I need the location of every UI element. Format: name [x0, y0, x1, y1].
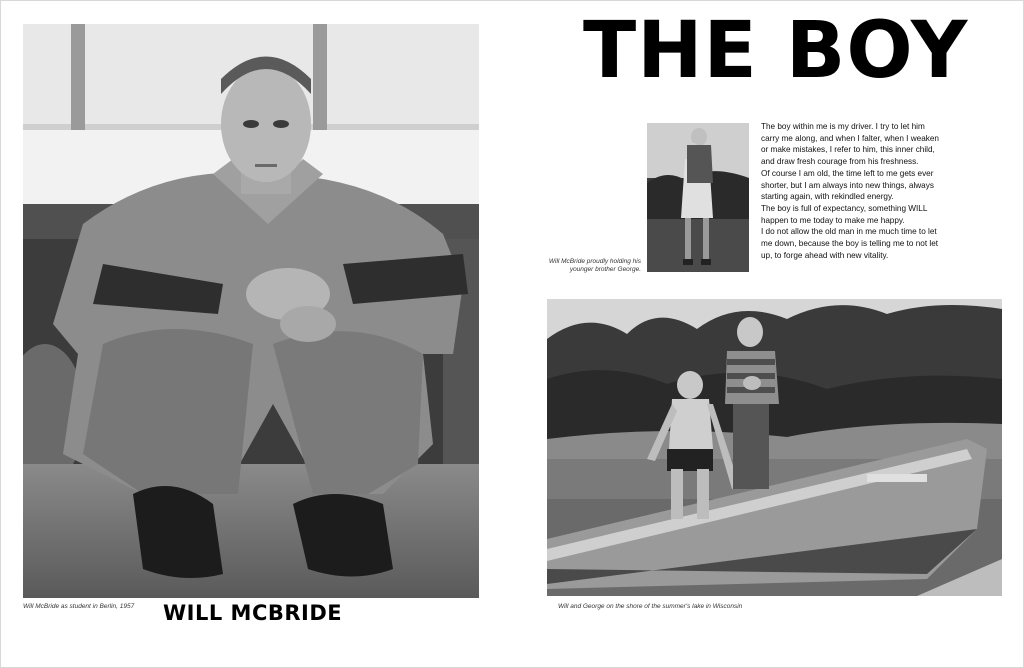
portrait-photo — [23, 24, 479, 598]
body-paragraph: I do not allow the old man in me much time to let me down, because the boy is telling me to not let up, to forge ahead with new vitality. — [761, 227, 939, 260]
brothers-small-photo-image — [647, 123, 749, 272]
lake-photo-image — [547, 299, 1002, 596]
body-paragraph: The boy within me is my driver. I try to let him carry me along, and when I falter, when I weaken or make mistakes, I refer to him, this inner child, and draw fresh courage from his freshness. — [761, 122, 939, 167]
body-paragraph: Of course I am old, the time left to me gets ever shorter, but I am always into new things, always starting again, with rekindled energy. — [761, 168, 934, 202]
body-paragraph: The boy is full of expectancy, something WILL happen to me today to make me happy. — [761, 203, 928, 225]
small-photo-caption — [547, 258, 641, 275]
author-name: WILL MCBRIDE — [163, 601, 343, 625]
small-photo-caption-line-2: younger brother George. — [569, 266, 641, 274]
lake-photo-caption: Will and George on the shore of the summer's lake in Wisconsin — [558, 603, 743, 610]
small-photo-caption-line-1: Will McBride proudly holding his — [548, 258, 641, 265]
article-body — [761, 121, 943, 261]
portrait-photo-image — [23, 24, 479, 598]
brothers-small-photo — [647, 123, 749, 272]
article-title: THE BOY — [583, 6, 969, 96]
lake-photo — [547, 299, 1002, 596]
portrait-caption: Will McBride as student in Berlin, 1957 — [23, 603, 135, 610]
